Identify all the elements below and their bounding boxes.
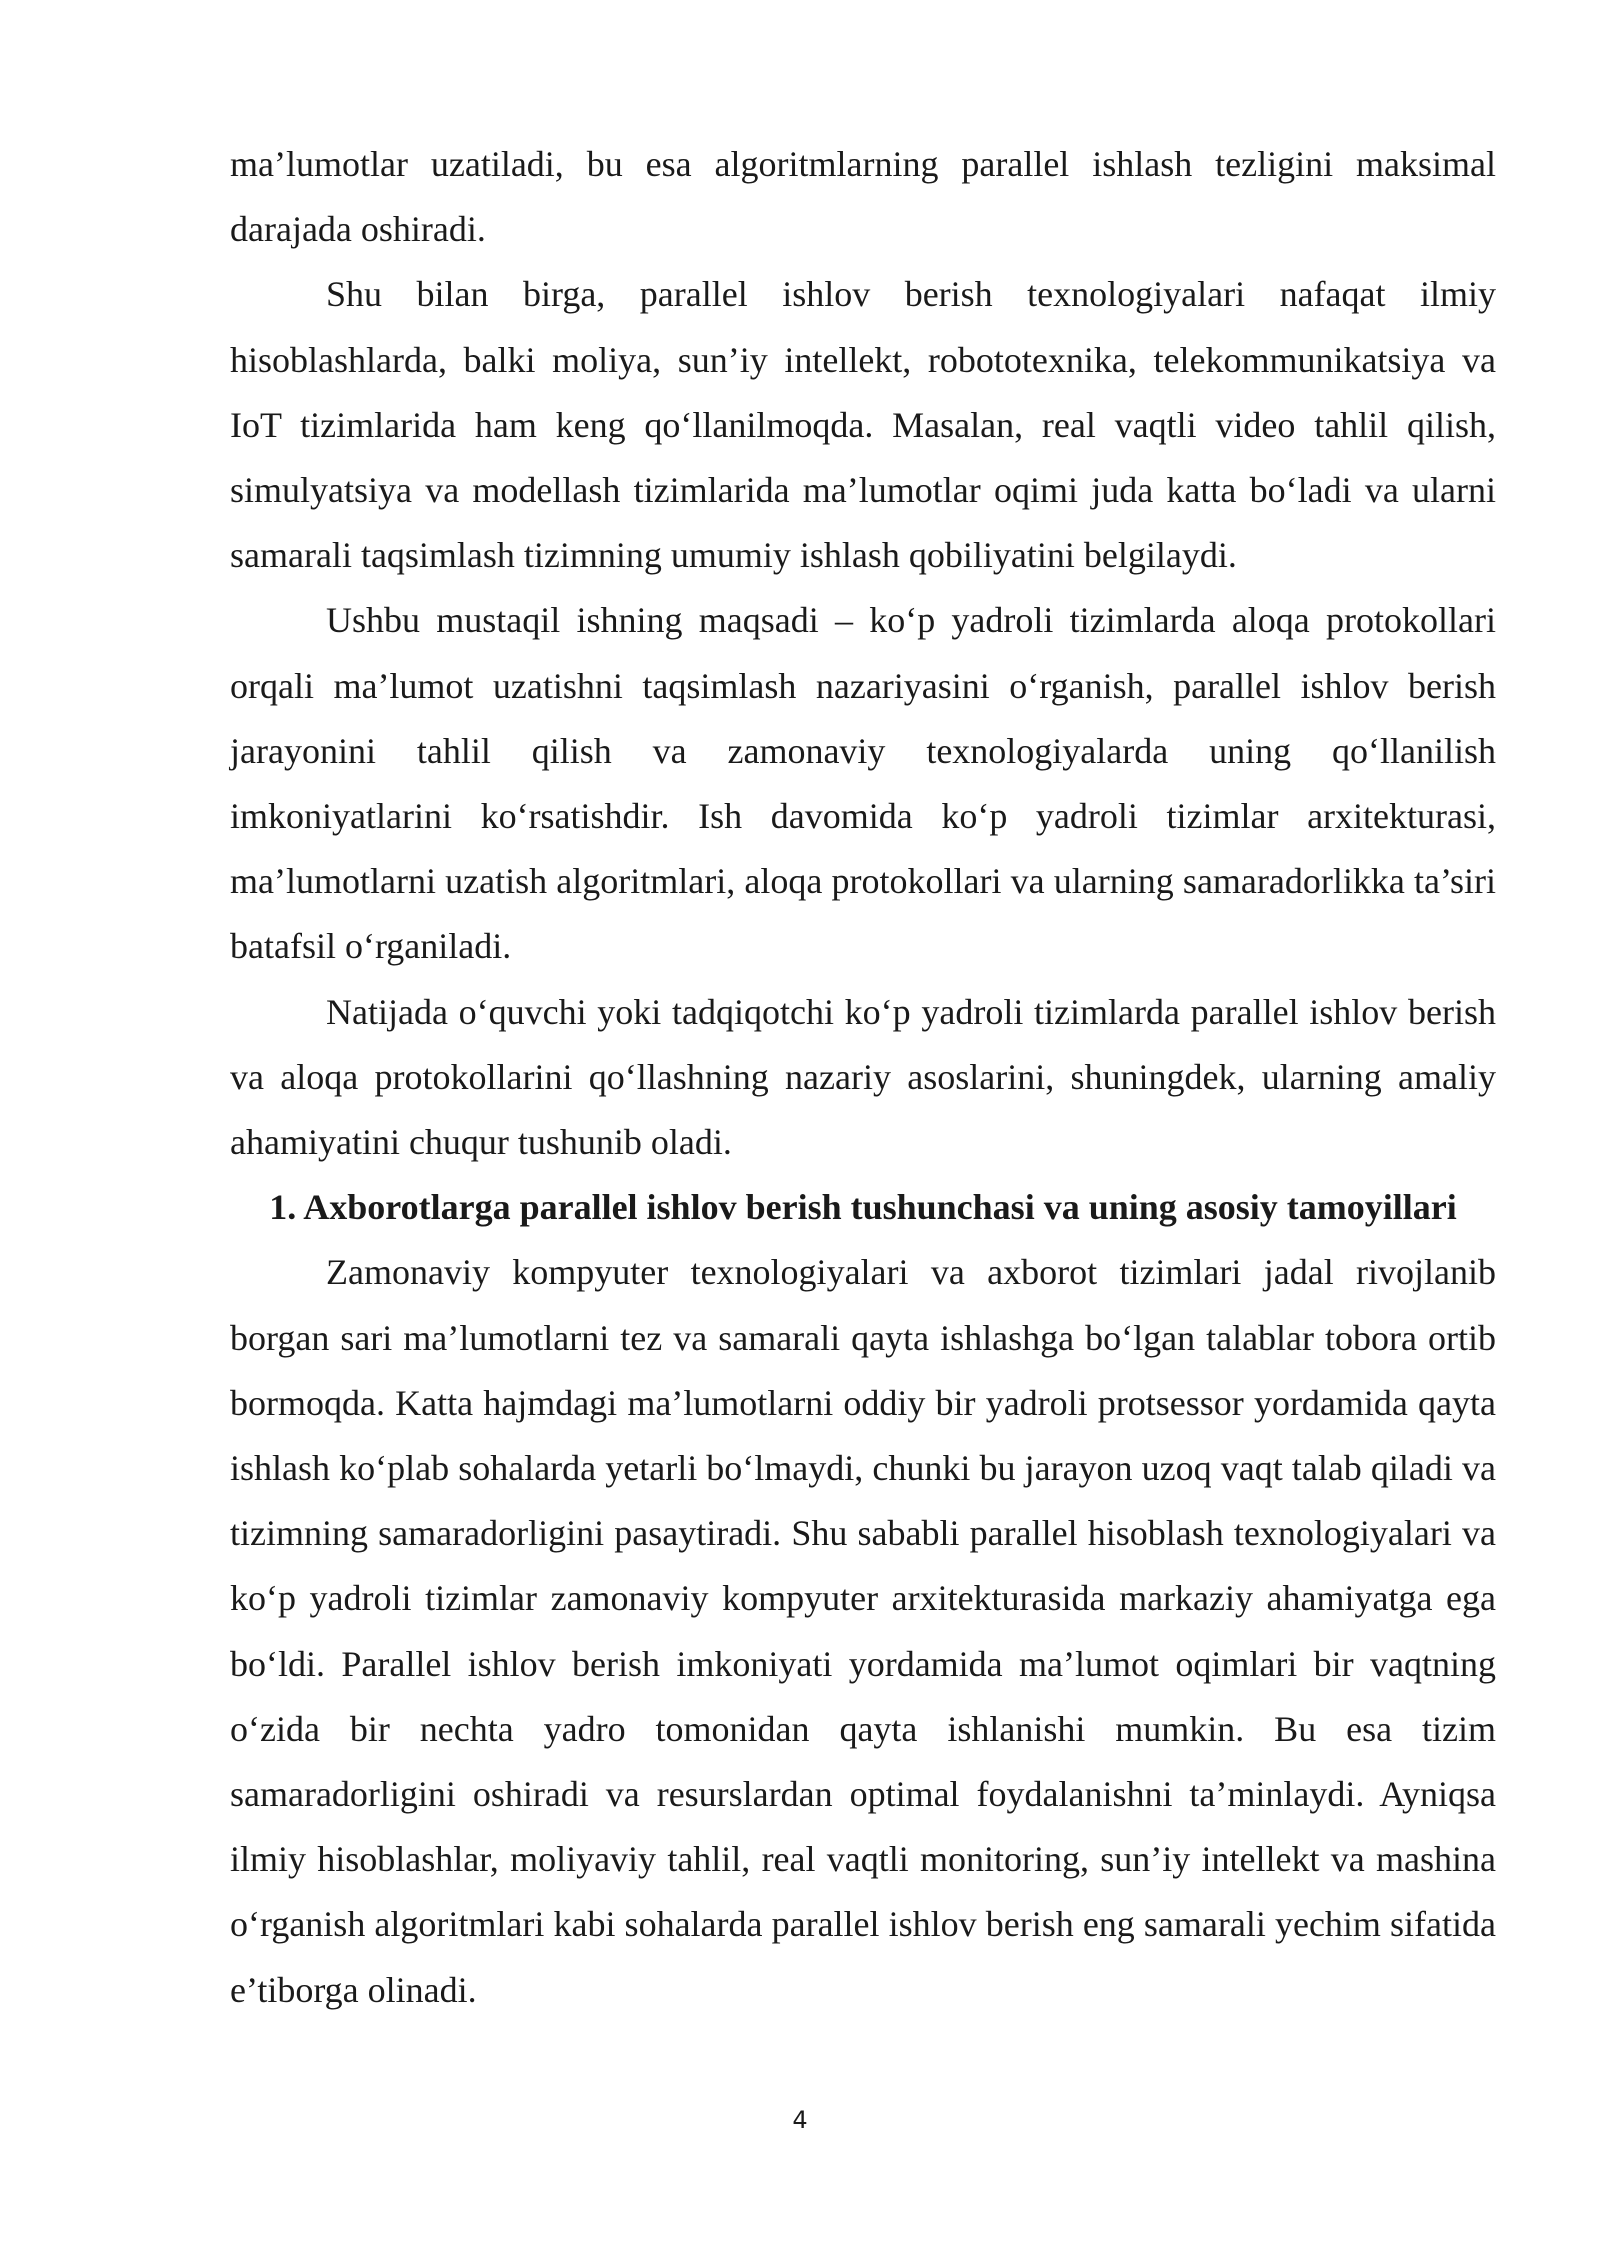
paragraph: Natijada o‘quvchi yoki tadqiqotchi ko‘p yadroli tizimlarda parallel ishlov berish va aloqa protokollarini qo‘llashning nazariy asoslarini, shuningdek, ularning amaliy ahamiyatini chuqur tushunib oladi. <box>230 991 1496 1163</box>
paragraph-continuation: ma’lumotlar uzatiladi, bu esa algoritmlarning parallel ishlash tezligini maksimal darajada oshiradi. <box>230 144 1496 250</box>
paragraph: Ushbu mustaqil ishning maqsadi – ko‘p yadroli tizimlarda aloqa protokollari orqali ma’lumot uzatishni taqsimlash nazariyasini o‘rganish, parallel ishlov berish jarayonini tahlil qilish va zamonaviy texnologiyalarda uning qo‘llanilish imkoniyatlarini ko‘rsatishdir. Ish davomida ko‘p yadroli tizimlar arxitekturasi, ma’lumotlarni uzatish algoritmlari, aloqa protokollari va ularning samaradorlikka ta’siri batafsil o‘rganiladi. <box>230 600 1496 967</box>
section-heading: 1. Axborotlarga parallel ishlov berish tushunchasi va uning asosiy tamoyillari <box>269 1187 1457 1228</box>
paragraph: Zamonaviy kompyuter texnologiyalari va axborot tizimlari jadal rivojlanib borgan sari ma’lumotlarni tez va samarali qayta ishlashga bo‘lgan talablar tobora ortib bormoqda. Katta hajmdagi ma’lumotlarni oddiy bir yadroli protsessor yordamida qayta ishlash ko‘plab sohalarda yetarli bo‘lmaydi, chunki bu jarayon uzoq vaqt talab qiladi va tizimning samaradorligini pasaytiradi. Shu sababli parallel hisoblash texnologiyalari va ko‘p yadroli tizimlar zamonaviy kompyuter arxitekturasida markaziy ahamiyatga ega bo‘ldi. Parallel ishlov berish imkoniyati yordamida ma’lumot oqimlari bir vaqtning o‘zida bir nechta yadro tomonidan qayta ishlanishi mumkin. Bu esa tizim samaradorligini oshiradi va resurslardan optimal foydalanishni ta’minlaydi. Ayniqsa ilmiy hisoblashlar, moliyaviy tahlil, real vaqtli monitoring, sun’iy intellekt va mashina o‘rganish algoritmlari kabi sohalarda parallel ishlov berish eng samarali yechim sifatida e’tiborga olinadi. <box>230 1252 1496 2010</box>
page-number: 4 <box>792 2106 808 2134</box>
page-body <box>230 132 1496 2023</box>
paragraph: Shu bilan birga, parallel ishlov berish texnologiyalari nafaqat ilmiy hisoblashlarda, balki moliya, sun’iy intellekt, robototexnika, telekommunikatsiya va IoT tizimlarida ham keng qo‘llanilmoqda. Masalan, real vaqtli video tahlil qilish, simulyatsiya va modellash tizimlarida ma’lumotlar oqimi juda katta bo‘ladi va ularni samarali taqsimlash tizimning umumiy ishlash qobiliyatini belgilaydi. <box>230 274 1496 576</box>
